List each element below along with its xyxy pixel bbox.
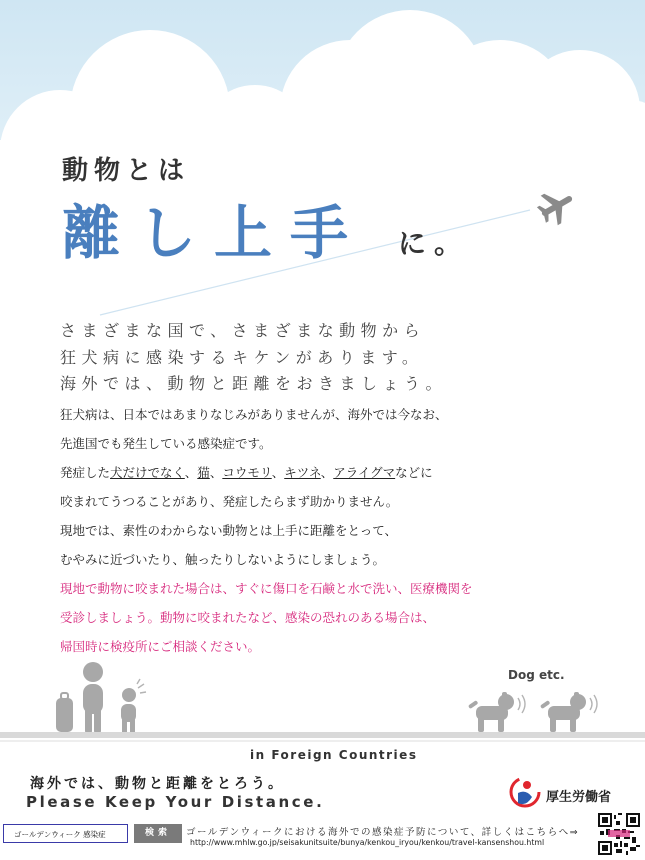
ground-line — [0, 732, 645, 738]
dog-icon — [468, 692, 514, 732]
search-button[interactable]: 検索 — [134, 824, 182, 843]
ministry-emblem-icon — [508, 775, 542, 809]
foreign-countries-label: in Foreign Countries — [250, 748, 418, 762]
animal-bat: コウモリ — [222, 465, 272, 480]
body-text: 、 — [184, 465, 198, 480]
person-icon — [83, 662, 103, 682]
search-description: ゴールデンウィークにおける海外での感染症予防について、詳しくはこちらへ⇒ — [186, 827, 580, 838]
warning-line-1: 現地で動物に咬まれた場合は、すぐに傷口を石鹸と水で洗い、医療機関を — [60, 581, 473, 596]
dog-icon — [540, 692, 586, 732]
body-line-3 — [60, 463, 433, 481]
search-input[interactable]: ゴールデンウィーク 感染症 — [3, 824, 128, 843]
slogan-jp: 海外では、動物と距離をとろう。 — [30, 776, 285, 792]
title-suffix: に。 — [398, 227, 471, 260]
warning-line-2: 受診しましょう。動物に咬まれたなど、感染の恐れのある場合は、 — [60, 610, 436, 625]
slogan-en: Please Keep Your Distance. — [26, 793, 325, 811]
body-text: 、 — [320, 465, 334, 480]
suitcase-icon — [56, 698, 73, 732]
body-text: 、 — [271, 465, 285, 480]
title-main: 離し上手 — [62, 199, 367, 267]
ground-line-shadow — [0, 740, 645, 742]
animal-dog: 犬だけでなく — [110, 465, 185, 480]
body-text: などに — [395, 465, 433, 480]
body-line-6: むやみに近づいたり、触ったりしないようにしましょう。 — [60, 552, 386, 567]
lead-line-1: さまざまな国で、さまざまな動物から — [60, 321, 426, 340]
ministry-logo — [508, 775, 612, 813]
body-text: 、 — [209, 465, 223, 480]
ministry-name: 厚生労働省 — [546, 790, 612, 805]
travelers-illustration — [50, 660, 160, 736]
lead-line-2: 狂犬病に感染するキケンがあります。 — [60, 348, 424, 367]
body-line-2: 先進国でも発生している感染症です。 — [60, 436, 272, 451]
title-line1: 動物とは — [62, 156, 191, 186]
lead-line-3: 海外では、動物と距離をおきましょう。 — [60, 374, 448, 393]
body-text: 発症した — [60, 465, 111, 480]
body-line-1: 狂犬病は、日本ではあまりなじみがありませんが、海外では今なお、 — [60, 407, 448, 422]
dog-label: Dog etc. — [508, 668, 565, 682]
animal-fox: キツネ — [284, 465, 321, 480]
animal-raccoon: アライグマ — [333, 465, 396, 480]
search-url-link[interactable]: http://www.mhlw.go.jp/seisakunitsuite/bunya/kenkou_iryou/kenkou/travel-kansenshou.html — [190, 838, 545, 847]
animal-cat: 猫 — [197, 465, 210, 480]
warning-line-3: 帰国時に検疫所にご相談ください。 — [60, 639, 261, 654]
dogs-illustration — [466, 690, 611, 736]
qr-code-icon[interactable] — [598, 813, 640, 855]
clouds-illustration — [0, 0, 645, 170]
body-line-5: 現地では、素性のわからない動物とは上手に距離をとって、 — [60, 523, 398, 538]
body-line-4: 咬まれてうつることがあり、発症したらまず助かりません。 — [60, 494, 399, 509]
airplane-icon — [536, 186, 578, 226]
child-icon — [122, 688, 136, 702]
